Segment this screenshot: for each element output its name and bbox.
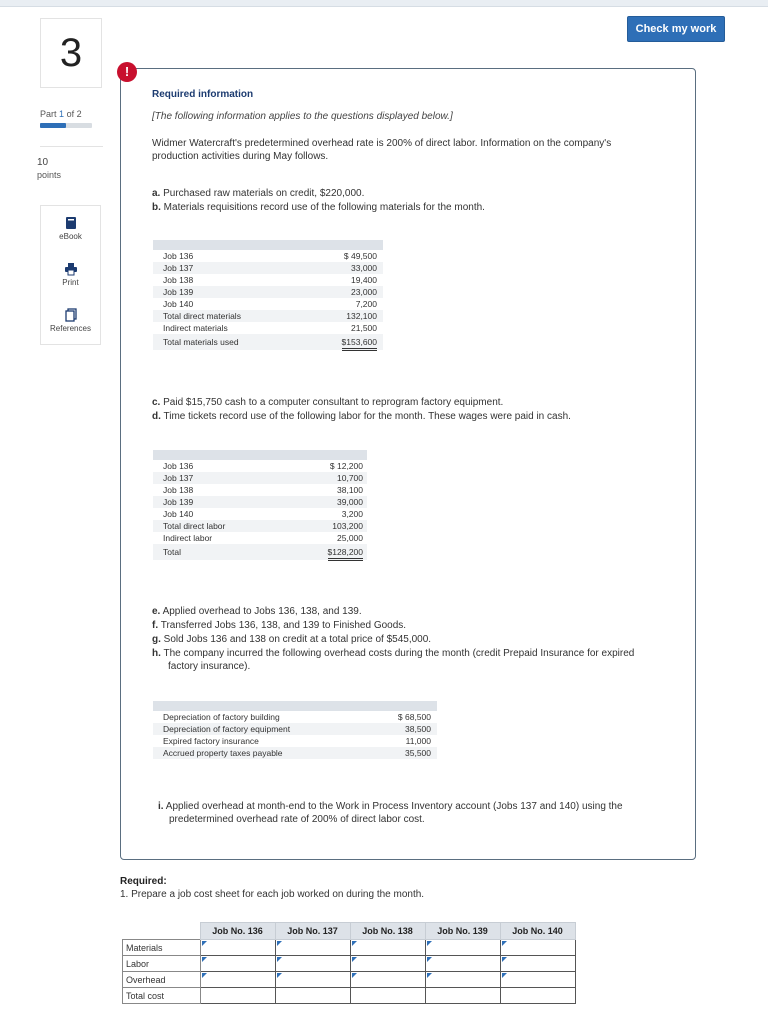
labor-job-139-input[interactable]	[425, 956, 500, 972]
table-row	[123, 940, 576, 956]
table-row: Depreciation of factory building $ 68,500	[163, 712, 431, 722]
table-row: Total $128,200	[153, 544, 367, 560]
alert-icon: !	[117, 62, 137, 82]
total-cost-job-137-input[interactable]	[275, 988, 350, 1004]
materials-job-138-input[interactable]	[350, 940, 425, 956]
question-number-box	[40, 18, 102, 88]
table-row: Total materials used $153,600	[153, 334, 383, 350]
table-row	[123, 972, 576, 988]
materials-job-136-input[interactable]	[200, 940, 275, 956]
table-row: Job 140 3,200	[163, 509, 363, 519]
column-header: Job No. 137	[275, 923, 350, 940]
column-header: Job No. 138	[350, 923, 425, 940]
table-row: Job 136 $ 12,200	[163, 461, 363, 471]
table-row: Indirect materials 21,500	[163, 323, 377, 333]
item-d: d. Time tickets record use of the following labor for the month. These wages were paid in cash.	[152, 411, 571, 422]
total-cost-job-140-input[interactable]	[500, 988, 575, 1004]
table-row: Total direct materials 132,100	[153, 310, 383, 322]
question-number: 3	[59, 30, 83, 75]
table-row: Job 137 10,700	[153, 472, 367, 484]
printer-icon	[64, 262, 78, 276]
part-progress-bar	[40, 123, 92, 128]
part-indicator: Part 1 of 2	[40, 109, 82, 119]
row-label: Overhead	[123, 972, 201, 988]
overhead-job-139-input[interactable]	[425, 972, 500, 988]
item-h: h. The company incurred the following overhead costs during the month (credit Prepaid Insurance for expired factory insurance).	[152, 648, 635, 672]
labor-job-136-input[interactable]	[200, 956, 275, 972]
labor-job-138-input[interactable]	[350, 956, 425, 972]
references-icon	[64, 308, 78, 322]
materials-table	[153, 240, 383, 350]
table-row: Job 139 23,000	[153, 286, 383, 298]
sidebar-divider	[40, 146, 103, 147]
overhead-job-138-input[interactable]	[350, 972, 425, 988]
tools-panel	[40, 205, 101, 345]
table-row: Job 138 38,100	[163, 485, 363, 495]
info-heading: Required information	[152, 89, 254, 100]
ebook-tool[interactable]: eBook	[41, 216, 100, 241]
references-tool[interactable]: References	[41, 308, 100, 333]
materials-job-137-input[interactable]	[275, 940, 350, 956]
materials-job-139-input[interactable]	[425, 940, 500, 956]
total-cost-job-136-input[interactable]	[200, 988, 275, 1004]
item-f: f. Transferred Jobs 136, 138, and 139 to Finished Goods.	[152, 620, 407, 631]
labor-job-140-input[interactable]	[500, 956, 575, 972]
table-row	[123, 988, 576, 1004]
table-row: Job 137 33,000	[153, 262, 383, 274]
book-icon	[64, 216, 78, 230]
table-row: Job 140 7,200	[163, 299, 377, 309]
table-row: Depreciation of factory equipment 38,500	[153, 723, 437, 735]
item-a: a. Purchased raw materials on credit, $220,000.	[152, 188, 365, 199]
required-information-panel	[120, 68, 696, 860]
job-cost-sheet-table	[122, 922, 576, 1004]
top-bar	[0, 0, 768, 7]
table-row: Job 136 $ 49,500	[163, 251, 377, 261]
overhead-job-137-input[interactable]	[275, 972, 350, 988]
required-title: Required:	[120, 876, 167, 887]
column-header: Job No. 136	[200, 923, 275, 940]
points-value: 10	[37, 157, 49, 168]
item-e: e. Applied overhead to Jobs 136, 138, and 139.	[152, 606, 362, 617]
overhead-job-136-input[interactable]	[200, 972, 275, 988]
table-row: Job 138 19,400	[163, 275, 377, 285]
overhead-costs-table	[153, 701, 437, 759]
item-b: b. Materials requisitions record use of the following materials for the month.	[152, 202, 485, 213]
table-row: Indirect labor 25,000	[163, 533, 363, 543]
column-header: Job No. 139	[425, 923, 500, 940]
required-text: 1. Prepare a job cost sheet for each job worked on during the month.	[120, 889, 425, 900]
total-cost-job-138-input[interactable]	[350, 988, 425, 1004]
row-label: Total cost	[123, 988, 201, 1004]
labor-table	[153, 450, 367, 560]
info-intro: Widmer Watercraft's predetermined overhead rate is 200% of direct labor. Information on the company's production activities during May follows.	[152, 138, 612, 162]
table-row: Accrued property taxes payable 35,500	[153, 747, 437, 759]
print-tool[interactable]: Print	[41, 262, 100, 287]
total-cost-job-139-input[interactable]	[425, 988, 500, 1004]
row-label: Materials	[123, 940, 201, 956]
part-progress-fill	[40, 123, 66, 128]
item-g: g. Sold Jobs 136 and 138 on credit at a total price of $545,000.	[152, 634, 432, 645]
overhead-job-140-input[interactable]	[500, 972, 575, 988]
table-row: Expired factory insurance 11,000	[163, 736, 431, 746]
item-c: c. Paid $15,750 cash to a computer consultant to reprogram factory equipment.	[152, 397, 504, 408]
check-my-work-button[interactable]: Check my work	[627, 16, 725, 42]
column-header: Job No. 140	[500, 923, 575, 940]
item-i: i. Applied overhead at month-end to the Work in Process Inventory account (Jobs 137 and 140) using the predetermined overhead rate of 200% of direct labor cost.	[158, 801, 623, 825]
labor-job-137-input[interactable]	[275, 956, 350, 972]
row-label: Labor	[123, 956, 201, 972]
materials-job-140-input[interactable]	[500, 940, 575, 956]
info-note: [The following information applies to the questions displayed below.]	[152, 111, 453, 122]
table-row	[123, 956, 576, 972]
table-row: Total direct labor 103,200	[153, 520, 367, 532]
table-row: Job 139 39,000	[153, 496, 367, 508]
points-label: points	[37, 170, 62, 180]
